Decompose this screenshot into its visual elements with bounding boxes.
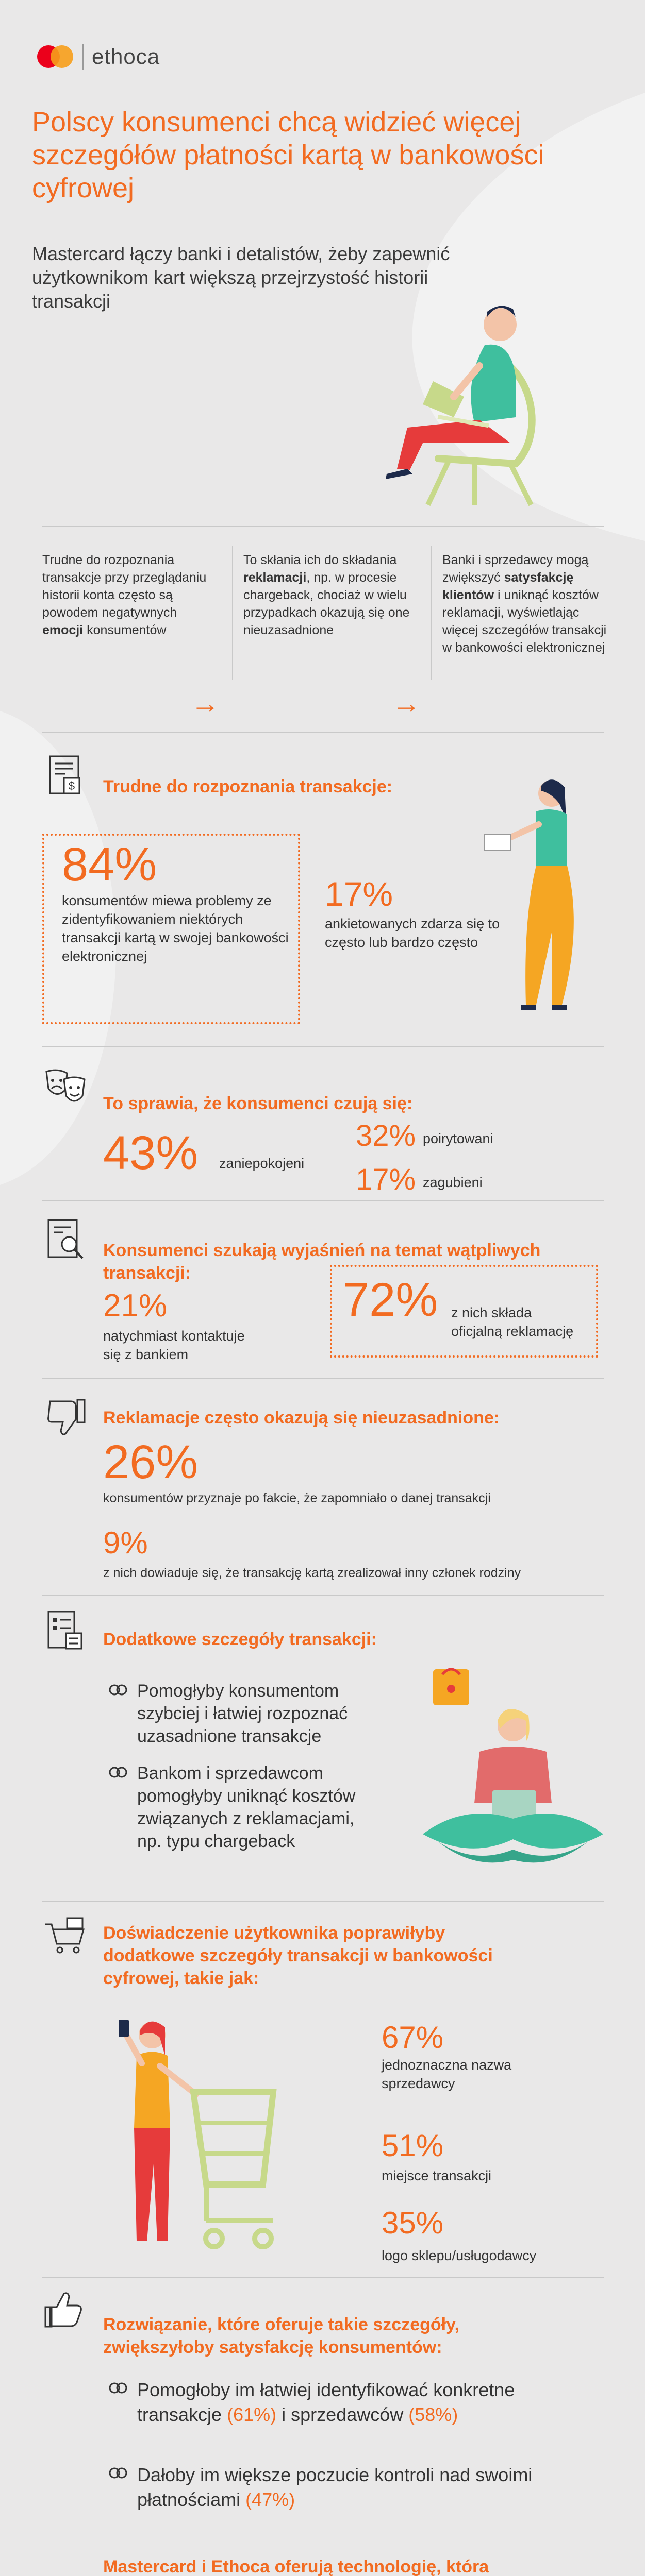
divider — [42, 2277, 604, 2278]
column-divider — [232, 546, 233, 680]
stat-text: zagubieni — [423, 1175, 483, 1190]
section-heading: Doświadczenie użytkownika poprawiłyby dodatkowe szczegóły transakcji w bankowości cyfrowej, takie jak: — [103, 1923, 493, 1988]
stat-text: natychmiast kontaktuje się z bankiem — [103, 1328, 245, 1362]
section-heading: Rozwiązanie, które oferuje takie szczegóły, zwiększyłoby satysfakcję konsumentów: — [103, 2315, 459, 2357]
stat-value: 51% — [382, 2128, 444, 2163]
section-heading: Mastercard i Ethoca oferują technologię, która — [103, 2557, 489, 2576]
page-title: Polscy konsumenci chcą widzieć więcej szczegółów płatności kartą w bankowości cyfrowej — [32, 107, 544, 204]
section-heading: Konsumenci szukają wyjaśnień na temat wątpliwych transakcji: — [103, 1241, 541, 1283]
stat-text: z nich dowiaduje się, że transakcję kartą zrealizował inny członek rodziny — [103, 1566, 521, 1580]
stat-value: 35% — [382, 2206, 444, 2240]
stat-value: 72% — [343, 1274, 438, 1326]
section-heading: Trudne do rozpoznania transakcje: — [103, 777, 393, 796]
stat-value: 17% — [325, 875, 393, 913]
divider — [42, 1595, 604, 1596]
stat-text: logo sklepu/usługodawcy — [382, 2248, 537, 2263]
ethoca-logo — [37, 41, 160, 72]
divider — [42, 1200, 604, 1201]
thumbs-down-icon — [42, 1394, 89, 1440]
svg-text:$: $ — [68, 779, 75, 792]
section-heading: Dodatkowe szczegóły transakcji: — [103, 1630, 377, 1649]
intro-column-3: Banki i sprzedawcy mogą zwiększyć satysfakcję klientów i uniknąć kosztów reklamacji, wyświetlając więcej szczegółów transakcji w bankowości elektronicznej — [442, 553, 607, 655]
divider — [42, 732, 604, 733]
list-item: Pomogłoby im łatwiej identyfikować konkretne transakcje (61%) i sprzedawców (58%) — [108, 2378, 572, 2427]
thumbs-up-icon — [42, 2287, 89, 2334]
woman-cross-legged-illustration — [402, 1664, 619, 1886]
arrow-right-icon: → — [191, 687, 220, 719]
intro-column-1: Trudne do rozpoznania transakcje przy przeglądaniu historii konta często są powodem negatywnych emocji konsumentów — [42, 553, 207, 637]
theater-masks-icon — [42, 1064, 89, 1110]
brand-name: ethoca — [92, 44, 160, 69]
stat-value: 43% — [103, 1127, 199, 1179]
bullet-rings-icon — [108, 1766, 129, 1778]
column-divider — [431, 546, 432, 680]
bullet-rings-icon — [108, 1684, 129, 1696]
list-item: Dałoby im większe poczucie kontroli nad swoimi płatnościami (47%) — [108, 2463, 572, 2512]
stat-value: 67% — [382, 2020, 444, 2055]
stat-value: 21% — [103, 1288, 168, 1324]
section-heading: Reklamacje często okazują się nieuzasadnione: — [103, 1408, 500, 1428]
divider — [42, 1378, 604, 1379]
receipt-list-icon — [42, 1607, 89, 1654]
woman-holding-card-illustration — [474, 762, 608, 1030]
arrow-right-icon: → — [392, 687, 421, 719]
person-with-laptop-illustration — [361, 289, 577, 515]
stat-value: 32% — [356, 1119, 416, 1153]
document-search-icon — [42, 1216, 89, 1262]
bullet-rings-icon — [108, 2382, 129, 2394]
page-subtitle: Mastercard łączy banki i detalistów, żeby zapewnić użytkownikom kart większą przejrzystość historii transakcji — [32, 243, 450, 312]
woman-with-cart-illustration — [77, 1999, 315, 2267]
list-item: Bankom i sprzedawcom pomogłyby uniknąć kosztów związanych z reklamacjami, np. typu chargeback — [108, 1762, 376, 1853]
stat-value: 17% — [356, 1163, 416, 1196]
divider-top — [42, 526, 604, 527]
divider — [42, 1046, 604, 1047]
stat-text: z nich składa oficjalną reklamację — [451, 1305, 574, 1339]
divider — [42, 1901, 604, 1902]
stat-value: 9% — [103, 1526, 148, 1560]
stat-value: 84% — [62, 838, 157, 891]
stat-text: jednoznaczna nazwa sprzedawcy — [382, 2057, 512, 2091]
section-heading: To sprawia, że konsumenci czują się: — [103, 1094, 413, 1113]
stat-text: poirytowani — [423, 1131, 493, 1146]
bullet-rings-icon — [108, 2467, 129, 2479]
stat-text: konsumentów miewa problemy ze zidentyfikowaniem niektórych transakcji kartą w swojej bankowości elektronicznej — [62, 893, 289, 964]
document-dollar-icon — [42, 752, 89, 799]
stat-value: 26% — [103, 1436, 199, 1488]
stat-text: miejsce transakcji — [382, 2168, 492, 2183]
stat-text: konsumentów przyznaje po fakcie, że zapomniało o danej transakcji — [103, 1491, 491, 1505]
shopping-cart-icon — [42, 1914, 89, 1960]
stat-text: ankietowanych zdarza się to często lub bardzo często — [325, 916, 500, 950]
mastercard-logo-icon — [37, 45, 73, 68]
stat-text: zaniepokojeni — [219, 1156, 305, 1171]
list-item: Pomogłyby konsumentom szybciej i łatwiej rozpoznać uzasadnione transakcje — [108, 1680, 376, 1748]
intro-column-2: To skłania ich do składania reklamacji, np. w procesie chargeback, chociaż w wielu przypadkach okazują się one nieuzasadnione — [243, 553, 410, 637]
